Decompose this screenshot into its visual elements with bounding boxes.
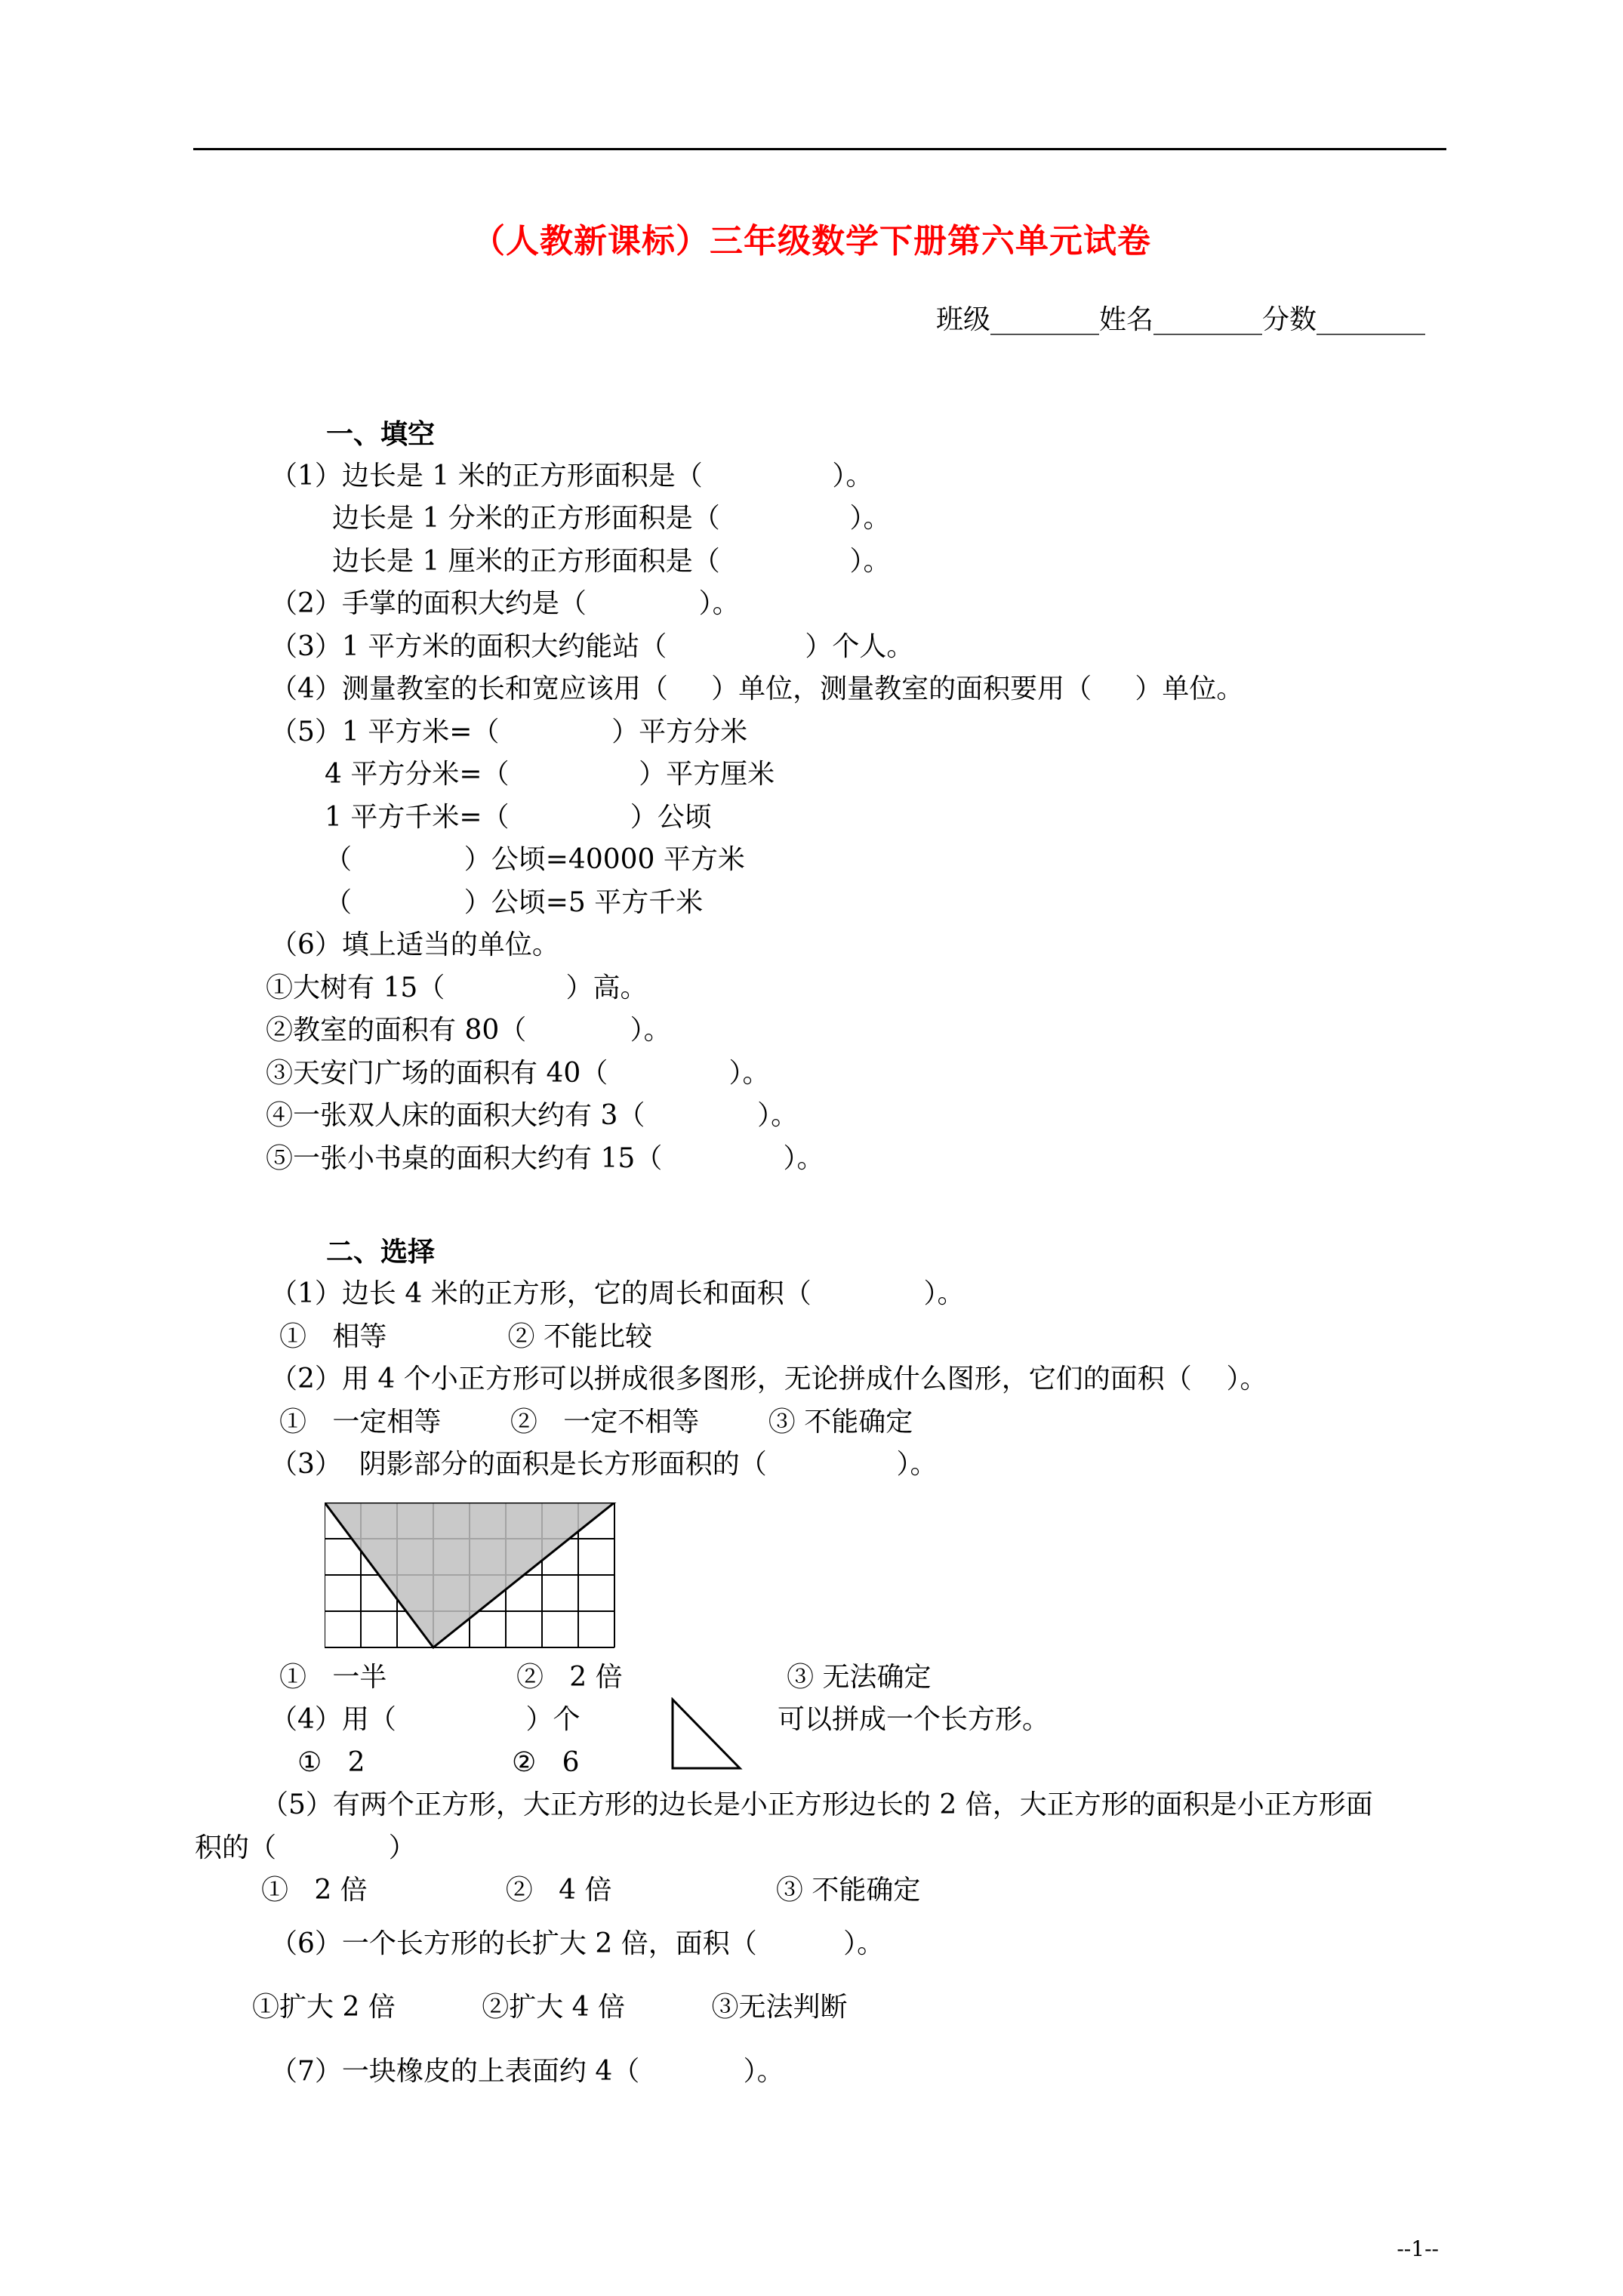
question-line: （ ）公顷=5 平方千米	[325, 887, 704, 918]
question-line: 4 平方分米=（ ）平方厘米	[325, 759, 775, 790]
question-line: 边长是 1 分米的正方形面积是（ ）。	[332, 503, 891, 534]
question-line: 1 平方千米=（ ）公顷	[325, 802, 712, 833]
option-line: ① 2 倍 ② 4 倍 ③ 不能确定	[261, 1875, 921, 1906]
question-line: 可以拼成一个长方形。	[778, 1704, 1050, 1735]
exam-title: （人教新课标）三年级数学下册第六单元试卷	[472, 222, 1151, 260]
page-number: --1--	[1397, 2236, 1439, 2261]
question-line: （6）一个长方形的长扩大 2 倍，面积（ ）。	[270, 1928, 885, 1959]
question-line: 边长是 1 厘米的正方形面积是（ ）。	[332, 546, 891, 577]
question-line: （3） 阴影部分的面积是长方形面积的（ ）。	[270, 1449, 938, 1480]
question-line: （3）1 平方米的面积大约能站（ ）个人。	[270, 631, 914, 662]
question-line: （5）1 平方米=（ ）平方分米	[270, 717, 748, 747]
question-line: （1）边长是 1 米的正方形面积是（ ）。	[270, 461, 873, 492]
section-heading-choice: 二、选择	[326, 1236, 436, 1268]
grid-figure	[325, 1502, 619, 1653]
question-line: ①大树有 15（ ）高。	[266, 972, 648, 1003]
option-line: ① 2 ② 6	[297, 1747, 580, 1778]
option-line: ①扩大 2 倍 ②扩大 4 倍 ③无法判断	[252, 1992, 848, 2023]
student-info: 班级________姓名________分数________	[935, 304, 1425, 335]
question-line: （2）用 4 个小正方形可以拼成很多图形，无论拼成什么图形，它们的面积（ ）。	[270, 1364, 1267, 1395]
question-line: ②教室的面积有 80（ ）。	[266, 1015, 671, 1046]
question-line: （4）测量教室的长和宽应该用（ ）单位，测量教室的面积要用（ ）单位。	[270, 673, 1244, 704]
question-line: （5）有两个正方形，大正方形的边长是小正方形边长的 2 倍，大正方形的面积是小正方形面	[261, 1789, 1373, 1820]
question-line: （4）用（ ）个	[270, 1704, 581, 1735]
question-line: ④一张双人床的面积大约有 3（ ）。	[266, 1100, 799, 1131]
question-line: ⑤一张小书桌的面积大约有 15（ ）。	[266, 1143, 824, 1174]
question-line: （1）边长 4 米的正方形，它的周长和面积（ ）。	[270, 1278, 965, 1309]
option-line: ① 相等 ② 不能比较	[279, 1321, 652, 1352]
section-heading-fill: 一、填空	[326, 418, 436, 450]
option-line: ① 一半 ② 2 倍 ③ 无法确定	[279, 1662, 932, 1693]
right-triangle-figure	[670, 1697, 746, 1773]
question-line: （7）一块橡皮的上表面约 4（ ）。	[270, 2056, 784, 2087]
question-line: （ ）公顷=40000 平方米	[325, 844, 745, 875]
header-rule	[193, 148, 1446, 150]
question-line: 积的（ ）	[195, 1832, 416, 1863]
question-line: （2）手掌的面积大约是（ ）。	[270, 588, 740, 619]
question-line: （6）填上适当的单位。	[270, 929, 559, 960]
option-line: ① 一定相等 ② 一定不相等 ③ 不能确定	[279, 1407, 913, 1438]
question-line: ③天安门广场的面积有 40（ ）。	[266, 1058, 770, 1089]
